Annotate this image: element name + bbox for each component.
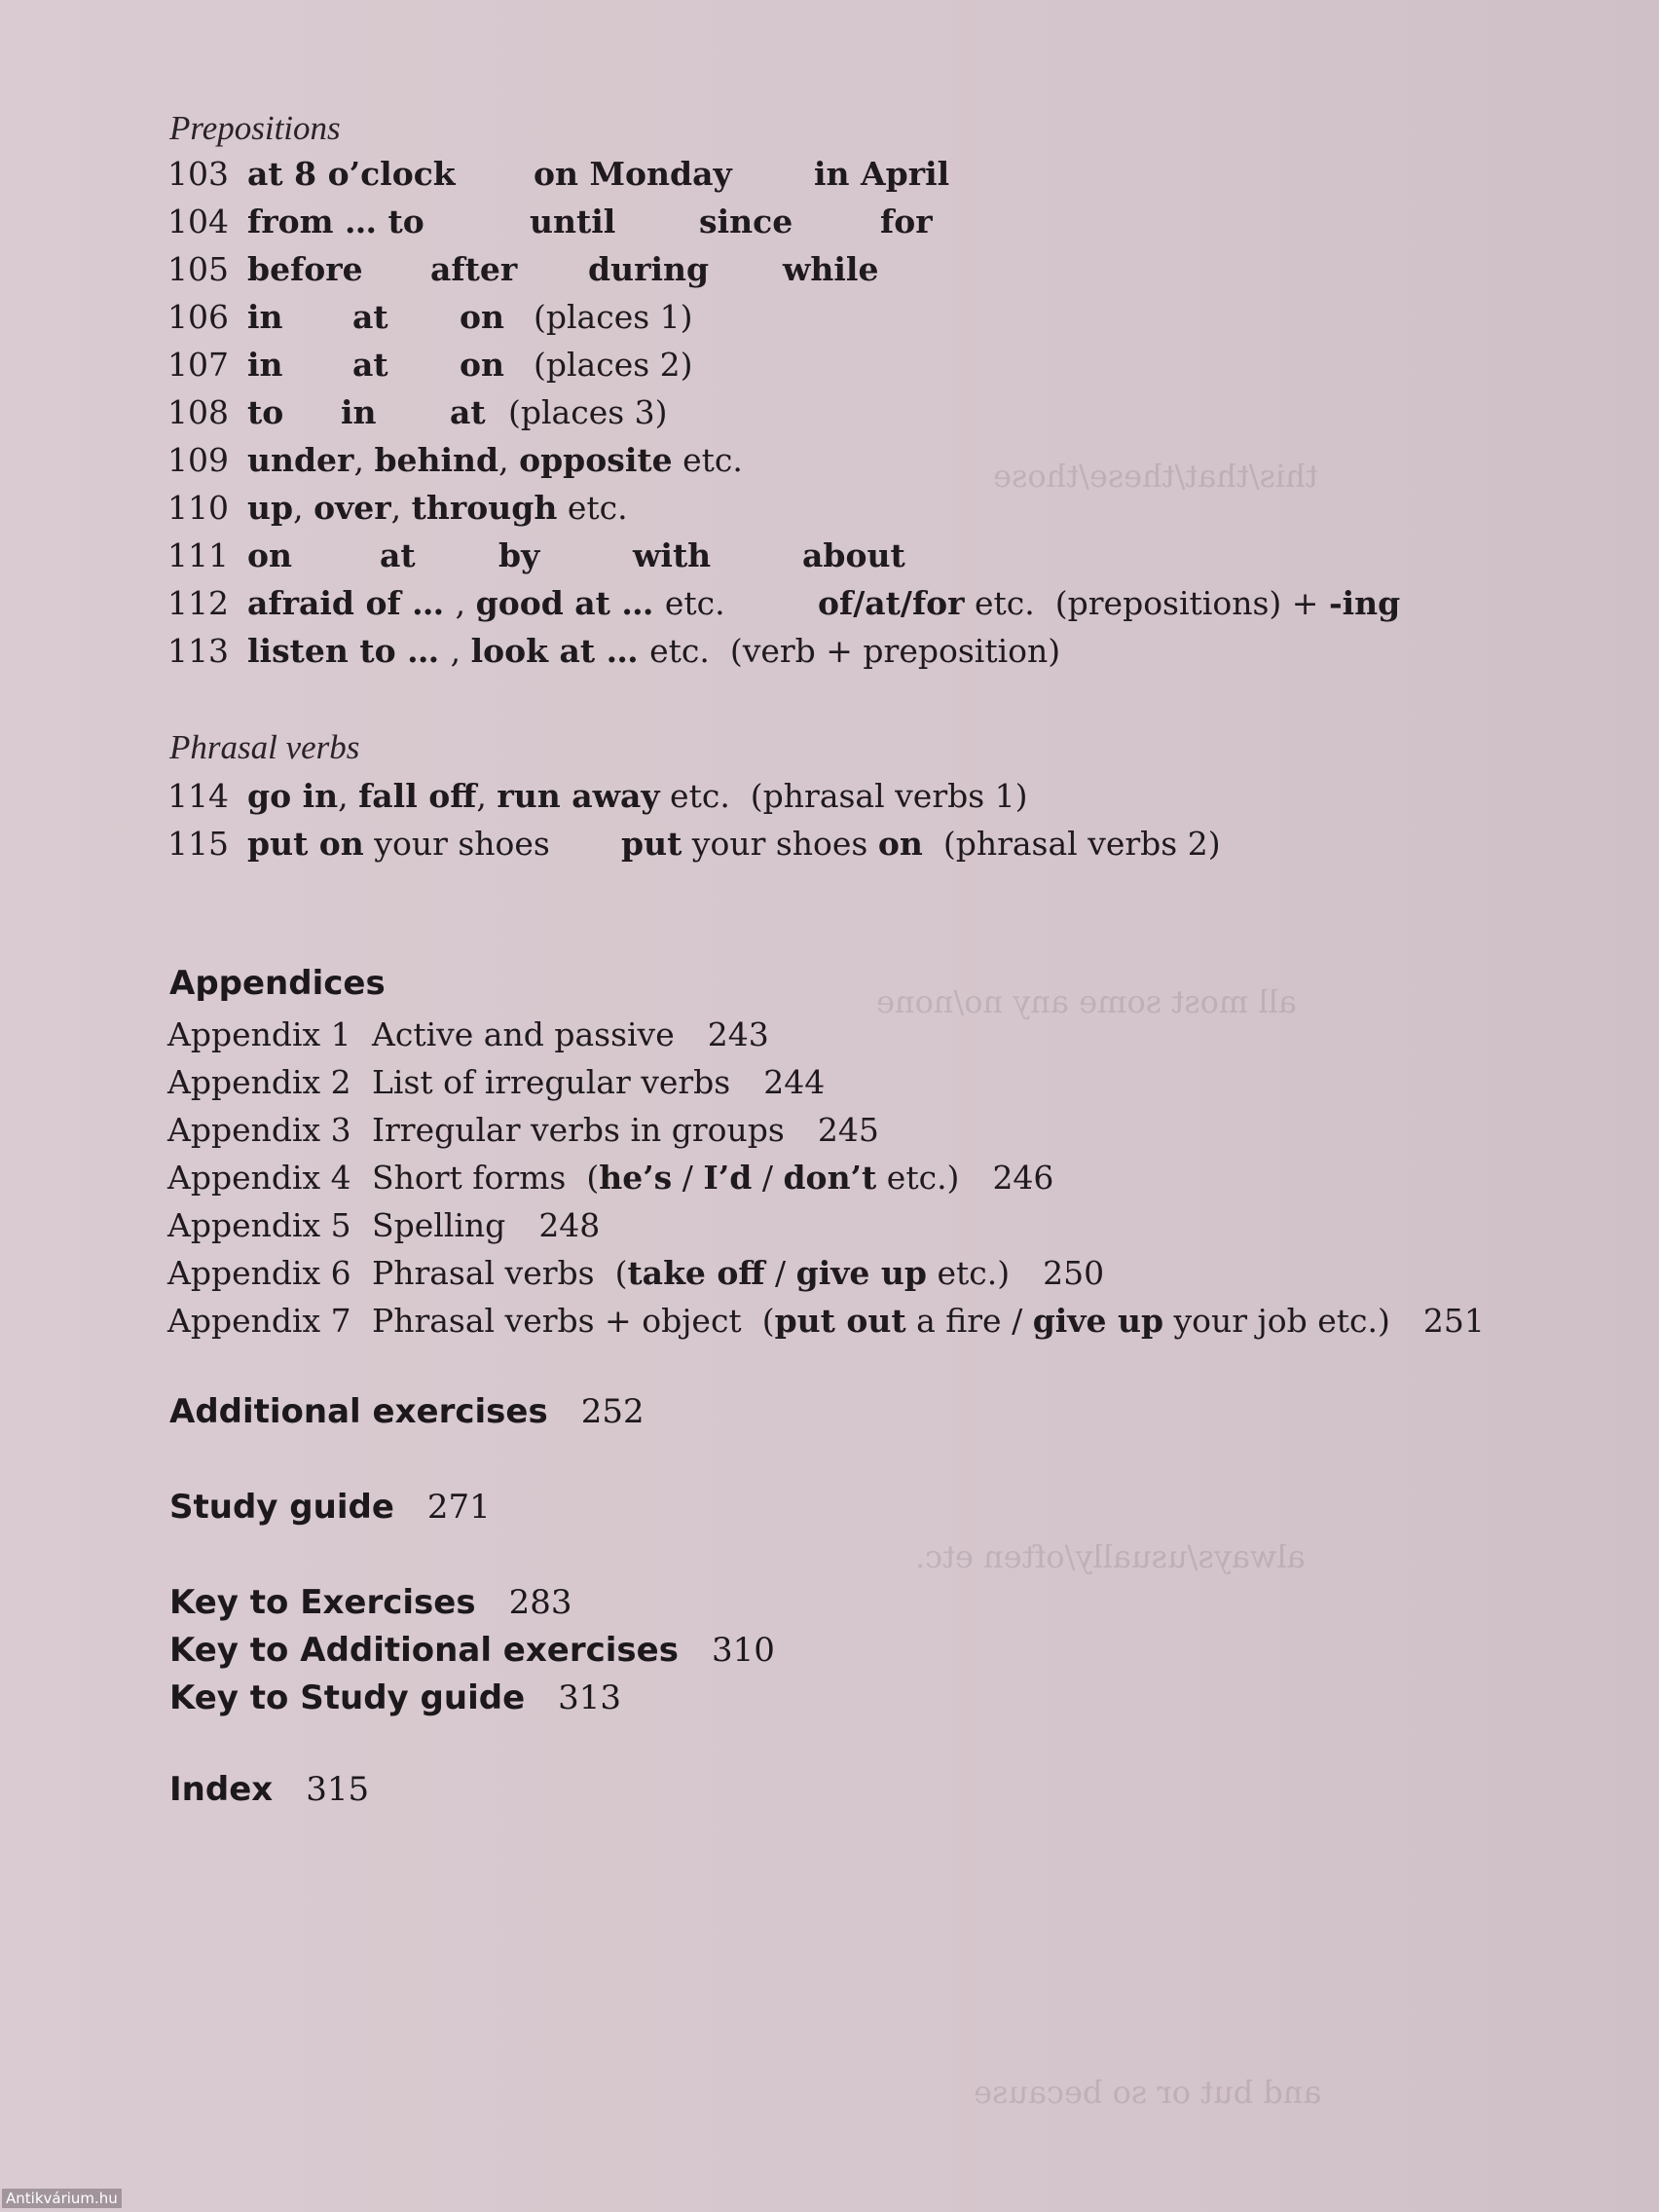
appendix-5[interactable] [167, 1203, 600, 1248]
etc-text: etc.) [937, 1254, 1011, 1292]
entry-term: in April [814, 155, 950, 193]
entry-term: over [313, 489, 391, 527]
entry-number: 114 [167, 777, 229, 815]
entry-103 [167, 152, 950, 197]
entry-term: in [341, 393, 377, 431]
entry-term: on [247, 536, 293, 574]
entry-term: at [450, 393, 486, 431]
entry-note: (prepositions) + [1054, 584, 1329, 622]
entry-106 [167, 295, 693, 340]
entry-number: 106 [167, 298, 229, 336]
page-number: 245 [817, 1111, 879, 1149]
entry-term: while [783, 250, 879, 288]
example-form: I’d [703, 1159, 753, 1197]
entry-term: through [411, 489, 558, 527]
page-number: 243 [707, 1015, 769, 1053]
appendix-7[interactable]: Appendix 7 Phrasal verbs + object (put out a fire / give up your job etc.) 251 [167, 1299, 1485, 1344]
entry-term: fall off [358, 777, 477, 815]
entry-note: (places 1) [534, 298, 693, 336]
entry-suffix: etc. [567, 489, 628, 527]
entry-label: Study guide [169, 1488, 394, 1527]
entry-note: (places 2) [534, 346, 693, 384]
entry-term: in [247, 346, 283, 384]
entry-112: 112 afraid of … , good at … etc. of/at/for etc. (prepositions) + -ing [167, 581, 247, 626]
entry-label: Key to Exercises [169, 1583, 476, 1622]
entry-term: on Monday [534, 155, 732, 193]
appendix-title: List of irregular verbs [372, 1063, 731, 1101]
entry-number: 107 [167, 346, 229, 384]
entry-term: up [247, 489, 294, 527]
entry-number: 103 [167, 155, 229, 193]
entry-term: from … to [247, 203, 424, 240]
page-number: 251 [1422, 1302, 1485, 1340]
entry-number: 110 [167, 489, 229, 527]
entry-term: in [247, 298, 283, 336]
show-through-text: always/usually/often etc. [915, 1538, 1306, 1575]
appendix-label: Appendix 6 [167, 1254, 351, 1292]
appendix-1[interactable] [167, 1013, 769, 1057]
page-number: 246 [992, 1159, 1054, 1197]
entry-label: Key to Additional exercises [169, 1631, 679, 1670]
entry-term: behind [374, 441, 499, 479]
page-number: 248 [538, 1206, 601, 1244]
example-form: give up [795, 1254, 927, 1292]
appendix-4[interactable]: Appendix 4 Short forms (he’s / I’d / don’t etc.) 246 [167, 1156, 1053, 1200]
entry-label: Key to Study guide [169, 1678, 526, 1717]
appendix-6[interactable]: Appendix 6 Phrasal verbs (take off / give up etc.) 250 [167, 1251, 1104, 1296]
entry-term: put [621, 825, 682, 863]
entry-term: afraid of … [247, 584, 456, 622]
entry-note: (phrasal verbs 2) [942, 825, 1221, 863]
entry-term: to [247, 393, 284, 431]
entry-105 [167, 247, 879, 292]
study-guide-entry[interactable] [169, 1488, 491, 1527]
phrasal-verbs-heading: Phrasal verbs [169, 728, 360, 766]
entry-suffix: etc. [670, 777, 730, 815]
entry-number: 108 [167, 393, 229, 431]
entry-number: 113 [167, 632, 229, 670]
entry-number: 111 [167, 536, 229, 574]
appendix-label: Appendix 1 [167, 1015, 351, 1053]
example-text: a fire [905, 1302, 1002, 1340]
show-through-text: and but or so because [974, 2074, 1322, 2111]
entry-label: Index [169, 1770, 274, 1809]
appendices-heading: Appendices [169, 964, 386, 1003]
page-number: 244 [763, 1063, 826, 1101]
entry-term: after [430, 250, 518, 288]
entry-number: 104 [167, 203, 229, 240]
watermark: Antikvárium.hu [2, 2189, 122, 2208]
entry-term: go in [247, 777, 339, 815]
entry-term: since [699, 203, 793, 240]
appendix-title: Short forms [372, 1159, 567, 1197]
page-number: 250 [1043, 1254, 1105, 1292]
appendix-label: Appendix 3 [167, 1111, 351, 1149]
entry-111 [167, 534, 905, 578]
entry-note: (phrasal verbs 1) [750, 777, 1028, 815]
entry-109: 109 under, behind, opposite etc. [167, 438, 247, 483]
entry-term: by [498, 536, 540, 574]
appendix-title: Phrasal verbs [372, 1254, 595, 1292]
page-number: 315 [306, 1770, 370, 1809]
entry-note: (verb + preposition) [729, 632, 1061, 670]
entry-108 [167, 390, 668, 435]
example-form: put out [774, 1302, 906, 1340]
page-number: 271 [426, 1488, 491, 1527]
entry-114: 114 go in, fall off, run away etc. (phrasal verbs 1) [167, 774, 247, 819]
entry-number: 115 [167, 825, 229, 863]
entry-number: 109 [167, 441, 229, 479]
additional-exercises-entry[interactable] [169, 1392, 645, 1431]
entry-text: your shoes [363, 825, 550, 863]
entry-term: put on [247, 825, 364, 863]
prepositions-heading: Prepositions [169, 109, 341, 147]
appendix-label: Appendix 7 [167, 1302, 351, 1340]
entry-text: your shoes [682, 825, 878, 863]
key-to-additional-exercises-entry[interactable] [169, 1631, 775, 1670]
appendix-2[interactable] [167, 1060, 825, 1105]
entry-term: run away [497, 777, 660, 815]
index-entry[interactable] [169, 1770, 369, 1809]
appendix-title: Spelling [372, 1206, 506, 1244]
entry-term: for [880, 203, 933, 240]
entry-term: under [247, 441, 354, 479]
entry-104 [167, 200, 933, 244]
entry-number: 105 [167, 250, 229, 288]
entry-number: 112 [167, 584, 229, 622]
appendix-title: Phrasal verbs + object [372, 1302, 742, 1340]
entry-term: opposite [519, 441, 673, 479]
entry-term: of/at/for [818, 584, 965, 622]
show-through-text: all most some any no/none [876, 983, 1297, 1020]
entry-term: on [877, 825, 923, 863]
appendix-label: Appendix 2 [167, 1063, 351, 1101]
entry-term: look at … [470, 632, 650, 670]
entry-note: (places 3) [508, 393, 668, 431]
entry-term: until [530, 203, 616, 240]
entry-term: -ing [1328, 584, 1401, 622]
entry-115 [167, 822, 1221, 866]
entry-113: 113 listen to … , look at … etc. (verb + preposition) [167, 629, 247, 674]
entry-term: at [352, 298, 388, 336]
appendix-label: Appendix 4 [167, 1159, 351, 1197]
appendix-label: Appendix 5 [167, 1206, 351, 1244]
example-form: give up [1032, 1302, 1164, 1340]
entry-term: good at … [475, 584, 665, 622]
entry-term: with [633, 536, 712, 574]
entry-term: about [802, 536, 905, 574]
example-form: take off [627, 1254, 765, 1292]
entry-110: 110 up, over, through etc. [167, 486, 247, 531]
entry-term: on [460, 346, 505, 384]
appendix-title: Active and passive [372, 1015, 675, 1053]
entry-107 [167, 343, 693, 387]
entry-term: on [460, 298, 505, 336]
entry-term: at [352, 346, 388, 384]
page-number: 313 [558, 1678, 622, 1717]
page-number: 283 [508, 1583, 572, 1622]
example-form: he’s [599, 1159, 673, 1197]
entry-term: at [380, 536, 416, 574]
page-number: 310 [711, 1631, 775, 1670]
entry-term: before [247, 250, 363, 288]
appendix-3[interactable] [167, 1108, 879, 1153]
entry-suffix: etc. [682, 441, 743, 479]
entry-term: during [588, 250, 710, 288]
example-text: your job etc.) [1163, 1302, 1390, 1340]
show-through-text: this/that/these/those [993, 458, 1318, 495]
etc-text: etc.) [886, 1159, 960, 1197]
key-to-exercises-entry[interactable] [169, 1583, 572, 1622]
example-form: don’t [783, 1159, 877, 1197]
page-number: 252 [580, 1392, 645, 1431]
appendix-title: Irregular verbs in groups [372, 1111, 785, 1149]
key-to-study-guide-entry[interactable] [169, 1678, 621, 1717]
entry-term: at 8 o’clock [247, 155, 456, 193]
entry-term: listen to … [247, 632, 451, 670]
entry-label: Additional exercises [169, 1392, 548, 1431]
